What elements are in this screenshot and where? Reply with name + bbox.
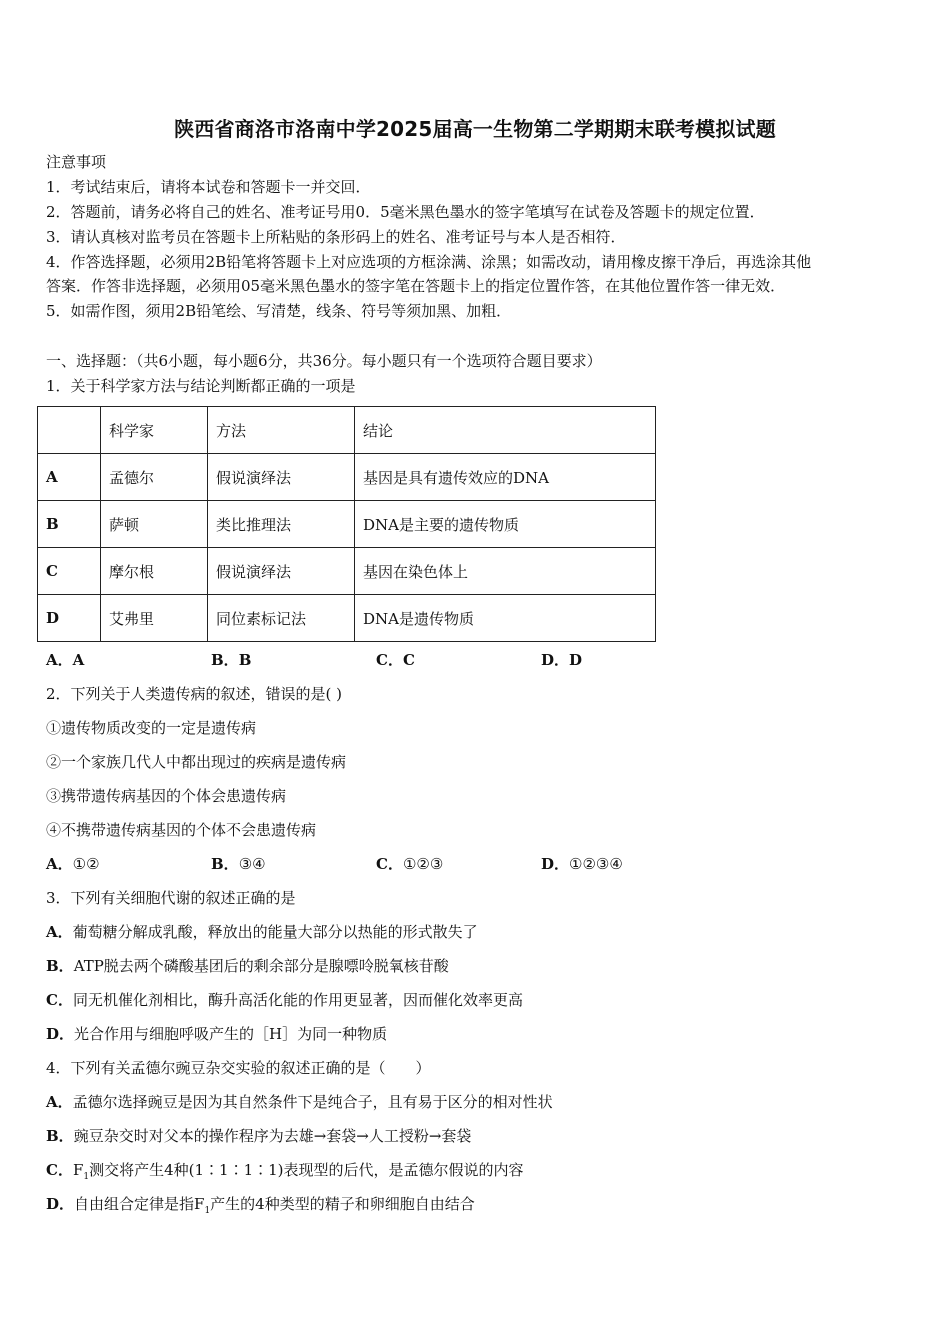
notice-item-4-cont: 答案．作答非选择题，必须用05毫米黑色墨水的签字笔在答题卡上的指定位置作答，在其他位置作答一律无效．: [46, 277, 786, 295]
q4-option-c: [46, 1159, 524, 1182]
option-label: A．: [46, 1093, 73, 1111]
q1-table: [37, 406, 656, 642]
table-header-method: 方法: [208, 407, 355, 454]
q1-option-a: [46, 649, 84, 670]
option-text: A: [72, 651, 85, 669]
table-cell: DNA是遗传物质: [355, 595, 656, 642]
q4-option-d: [46, 1193, 475, 1216]
q3-option-b: [46, 955, 449, 976]
q1-option-d: [541, 649, 582, 670]
option-label: D．: [46, 1195, 75, 1213]
option-text: ①②③: [402, 855, 444, 873]
option-label: D．: [46, 1025, 75, 1043]
option-text: ①②: [72, 855, 100, 873]
option-text: 测交将产生4种(1∶1∶1∶1)表现型的后代，是孟德尔假说的内容: [89, 1161, 524, 1179]
option-label: B．: [46, 1127, 74, 1145]
table-header-conclusion: 结论: [355, 407, 656, 454]
table-row: [38, 454, 656, 501]
option-label: D．: [541, 855, 570, 873]
q4-option-a: [46, 1091, 553, 1112]
subscript: 1: [83, 1172, 90, 1182]
option-label: A．: [46, 923, 73, 941]
option-text: 产生的4种类型的精子和卵细胞自由结合: [210, 1195, 475, 1213]
table-cell: A: [38, 454, 101, 501]
option-text: F: [72, 1161, 84, 1179]
table-cell: 假说演绎法: [208, 548, 355, 595]
table-cell: 孟德尔: [101, 454, 208, 501]
option-text: 同无机催化剂相比，酶升高活化能的作用更显著，因而催化效率更高: [72, 991, 523, 1009]
q4-stem: 4．下列有关孟德尔豌豆杂交实验的叙述正确的是（ ）: [46, 1059, 431, 1077]
option-text: ③④: [238, 855, 266, 873]
table-cell: C: [38, 548, 101, 595]
option-text: C: [402, 651, 415, 669]
table-row: [38, 501, 656, 548]
option-text: 孟德尔选择豌豆是因为其自然条件下是纯合子，且有易于区分的相对性状: [72, 1093, 553, 1111]
notice-heading: 注意事项: [46, 153, 107, 171]
table-cell: DNA是主要的遗传物质: [355, 501, 656, 548]
notice-item-5: 5．如需作图，须用2B铅笔绘、写清楚，线条、符号等须加黑、加粗．: [46, 302, 512, 320]
q3-option-c: [46, 989, 523, 1010]
table-cell: 艾弗里: [101, 595, 208, 642]
q2-option-c: [376, 853, 443, 874]
q3-stem: 3．下列有关细胞代谢的叙述正确的是: [46, 889, 296, 907]
option-text: ①②③④: [569, 855, 623, 873]
option-text: D: [569, 651, 583, 669]
table-cell: 假说演绎法: [208, 454, 355, 501]
table-cell: 同位素标记法: [208, 595, 355, 642]
q2-statement-3: ③携带遗传病基因的个体会患遗传病: [46, 787, 287, 805]
q4-option-b: [46, 1125, 471, 1146]
q2-statement-4: ④不携带遗传病基因的个体不会患遗传病: [46, 821, 317, 839]
q3-option-d: [46, 1023, 387, 1044]
q2-statement-2: ②一个家族几代人中都出现过的疾病是遗传病: [46, 753, 347, 771]
table-header-scientist: 科学家: [101, 407, 208, 454]
table-cell: B: [38, 501, 101, 548]
option-label: D．: [541, 651, 570, 669]
q1-option-c: [376, 649, 415, 670]
table-row: [38, 548, 656, 595]
table-row: [38, 407, 656, 454]
option-label: A．: [46, 855, 73, 873]
option-label: C．: [376, 855, 403, 873]
table-cell: 摩尔根: [101, 548, 208, 595]
q2-statement-1: ①遗传物质改变的一定是遗传病: [46, 719, 257, 737]
subscript: 1: [204, 1206, 211, 1216]
table-cell: [38, 407, 101, 454]
q1-option-b: [211, 649, 251, 670]
option-text: 豌豆杂交时对父本的操作程序为去雄→套袋→人工授粉→套袋: [73, 1127, 472, 1145]
option-text: 光合作用与细胞呼吸产生的［H］为同一种物质: [74, 1025, 388, 1043]
option-label: C．: [46, 991, 73, 1009]
table-cell: 基因在染色体上: [355, 548, 656, 595]
option-text: ATP脱去两个磷酸基团后的剩余部分是腺嘌呤脱氧核苷酸: [73, 957, 449, 975]
table-cell: 类比推理法: [208, 501, 355, 548]
option-label: C．: [46, 1161, 73, 1179]
notice-item-1: 1．考试结束后，请将本试卷和答题卡一并交回．: [46, 178, 371, 196]
notice-item-4: 4．作答选择题，必须用2B铅笔将答题卡上对应选项的方框涂满、涂黑；如需改动，请用橡皮擦干净后，再选涂其他: [46, 253, 812, 271]
table-row: [38, 595, 656, 642]
option-text: 自由组合定律是指F: [74, 1195, 205, 1213]
option-label: B．: [211, 651, 239, 669]
q2-option-d: [541, 853, 623, 874]
option-text: B: [238, 651, 252, 669]
table-cell: D: [38, 595, 101, 642]
q1-stem: 1．关于科学家方法与结论判断都正确的一项是: [46, 377, 356, 395]
q3-option-a: [46, 921, 478, 942]
q2-option-b: [211, 853, 266, 874]
option-label: B．: [46, 957, 74, 975]
q2-option-a: [46, 853, 100, 874]
page-title: 陕西省商洛市洛南中学2025届高一生物第二学期期末联考模拟试题: [174, 117, 776, 141]
option-text: 葡萄糖分解成乳酸，释放出的能量大部分以热能的形式散失了: [72, 923, 478, 941]
option-label: B．: [211, 855, 239, 873]
table-cell: 萨顿: [101, 501, 208, 548]
option-label: C．: [376, 651, 403, 669]
q2-stem: 2．下列关于人类遗传病的叙述，错误的是( ): [46, 685, 343, 703]
table-cell: 基因是具有遗传效应的DNA: [355, 454, 656, 501]
section-heading: 一、选择题：（共6小题，每小题6分，共36分。每小题只有一个选项符合题目要求）: [46, 352, 602, 370]
notice-item-2: 2．答题前，请务必将自己的姓名、准考证号用0．5毫米黑色墨水的签字笔填写在试卷及答题卡的规定位置．: [46, 203, 765, 221]
option-label: A．: [46, 651, 73, 669]
notice-item-3: 3．请认真核对监考员在答题卡上所粘贴的条形码上的姓名、准考证号与本人是否相符．: [46, 228, 626, 246]
